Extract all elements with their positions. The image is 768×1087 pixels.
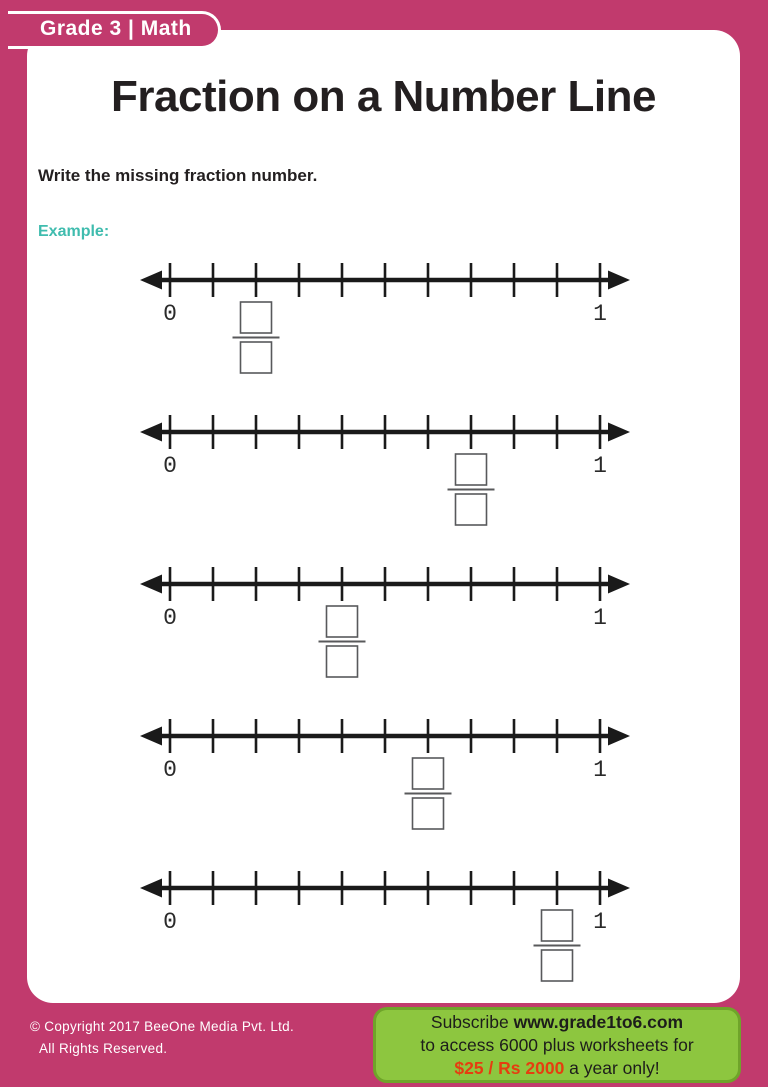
instruction-text: Write the missing fraction number.	[38, 166, 318, 185]
subscribe-line3	[376, 1057, 738, 1080]
one-label: 1	[593, 453, 607, 479]
zero-label: 0	[163, 605, 177, 631]
zero-label: 0	[163, 757, 177, 783]
zero-label: 0	[163, 301, 177, 327]
one-label: 1	[593, 757, 607, 783]
example-label: Example:	[38, 223, 110, 240]
subscribe-line1	[376, 1011, 738, 1034]
one-label: 1	[593, 605, 607, 631]
subscribe-line2: to access 6000 plus worksheets for	[420, 1034, 694, 1055]
copyright-line2: All Rights Reserved.	[39, 1041, 168, 1056]
subscribe-site-link[interactable]: www.grade1to6.com	[513, 1011, 684, 1032]
subscribe-prefix: Subscribe	[430, 1011, 514, 1032]
one-label: 1	[593, 301, 607, 327]
price-suffix: a year only!	[564, 1057, 660, 1078]
grade-badge	[8, 11, 221, 49]
zero-label: 0	[163, 453, 177, 479]
price-text: $25 / Rs 2000	[454, 1057, 565, 1078]
subscribe-panel	[373, 1007, 741, 1083]
copyright-line1: © Copyright 2017 BeeOne Media Pvt. Ltd.	[30, 1019, 295, 1034]
zero-label: 0	[163, 909, 177, 935]
copyright-block	[30, 1016, 294, 1060]
one-label: 1	[593, 909, 607, 935]
grade-badge-label: Grade 3 | Math	[40, 17, 192, 40]
page-title: Fraction on a Number Line	[111, 72, 656, 121]
